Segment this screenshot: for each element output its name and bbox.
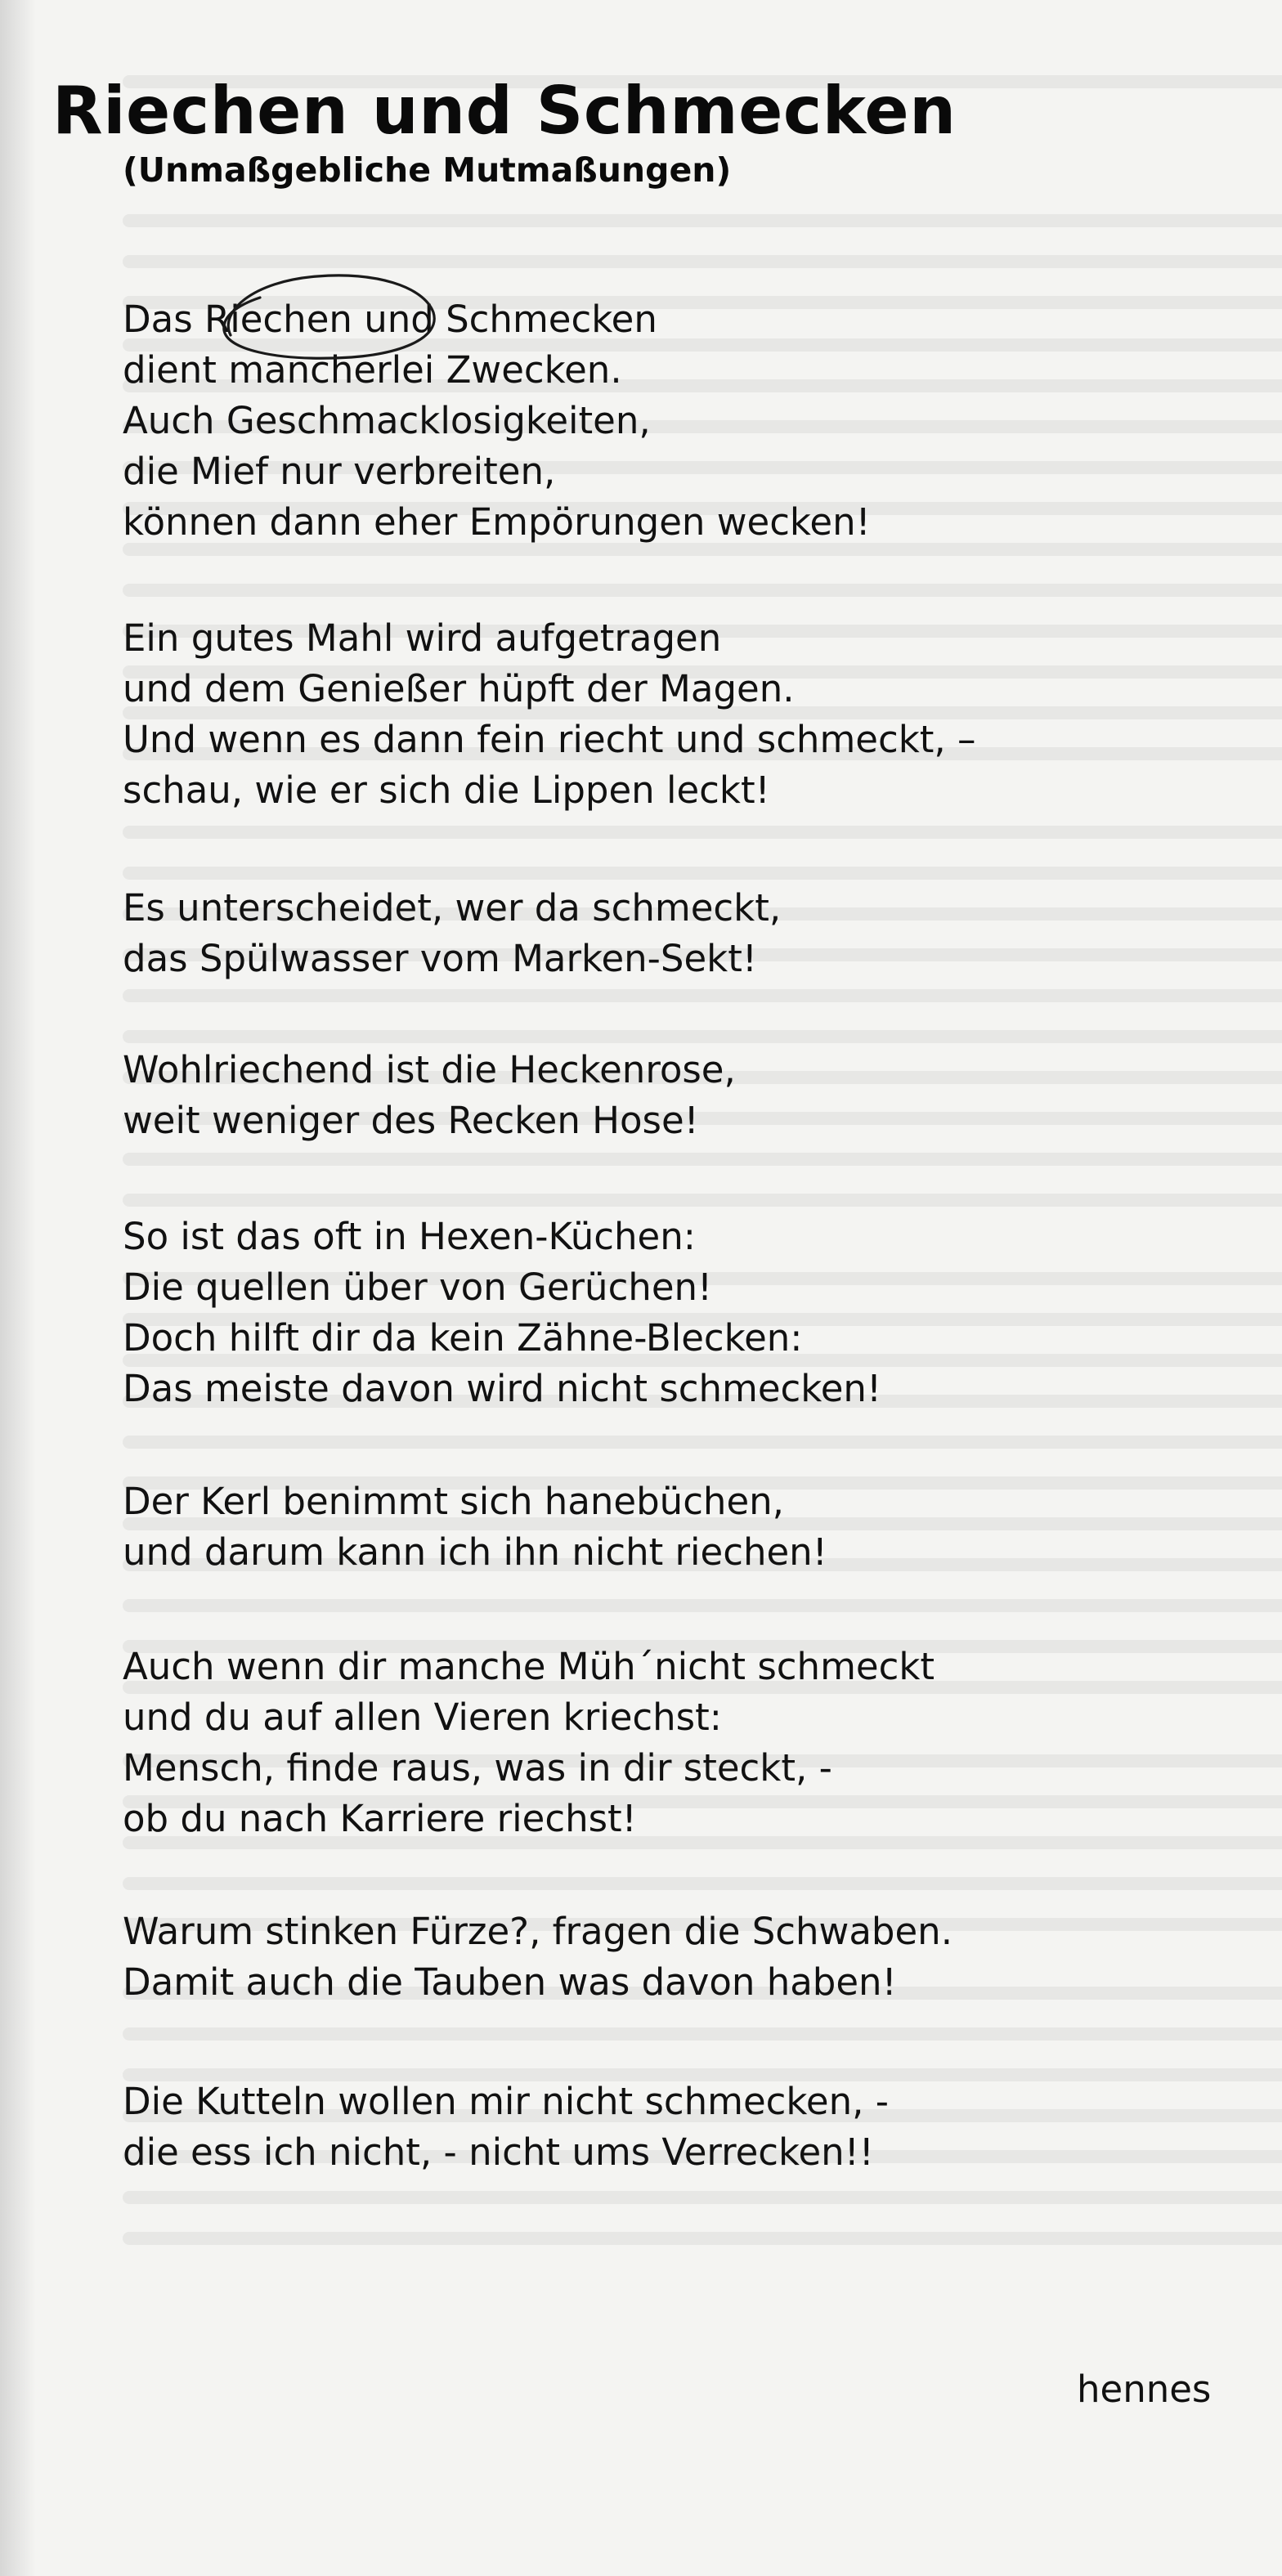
poem-line: ob du nach Karriere riechst! (123, 1797, 637, 1840)
poem-line: Die Kutteln wollen mir nicht schmecken, - (123, 2080, 889, 2123)
stanza-3 (123, 883, 1186, 984)
poem-line: Warum stinken Fürze?, fragen die Schwaben. (123, 1910, 953, 1953)
poem-line: Wohlriechend ist die Heckenrose, (123, 1048, 736, 1091)
poem-line: Und wenn es dann fein riecht und schmeckt, – (123, 718, 976, 761)
scan-edge-shadow (0, 0, 36, 2576)
poem-title: Riechen und Schmecken (52, 73, 957, 149)
stanza-8 (123, 1906, 1186, 2008)
poem-line: Ein gutes Mahl wird aufgetragen (123, 616, 722, 660)
poem-line: So ist das oft in Hexen-Küchen: (123, 1215, 696, 1258)
stanza-6 (123, 1476, 1186, 1578)
stanza-5 (123, 1212, 1186, 1414)
poem-line: Das Riechen und Schmecken (123, 298, 657, 341)
poem-line: die Mief nur verbreiten, (123, 450, 556, 493)
poem-line: Doch hilft dir da kein Zähne-Blecken: (123, 1316, 803, 1360)
poem-line: und darum kann ich ihn nicht riechen! (123, 1530, 827, 1574)
stanza-7 (123, 1642, 1186, 1844)
poem-line: Der Kerl benimmt sich hanebüchen, (123, 1480, 784, 1523)
poem-line: Es unterscheidet, wer da schmeckt, (123, 886, 782, 930)
poem-line: Auch wenn dir manche Müh´nicht schmeckt (123, 1645, 935, 1688)
poem-line: schau, wie er sich die Lippen leckt! (123, 768, 770, 812)
poem-line: Damit auch die Tauben was davon haben! (123, 1960, 897, 2004)
poem-line: und du auf allen Vieren kriechst: (123, 1696, 722, 1739)
poem-line: Auch Geschmacklosigkeiten, (123, 399, 651, 442)
poem-body (123, 294, 1186, 2178)
stanza-1 (123, 294, 1186, 548)
stanza-2 (123, 613, 1186, 816)
stanza-4 (123, 1045, 1186, 1146)
poem-line: weit weniger des Recken Hose! (123, 1099, 699, 1142)
stanza-9 (123, 2076, 1186, 2178)
poem-line: Das meiste davon wird nicht schmecken! (123, 1367, 881, 1410)
poem-line: die ess ich nicht, - nicht ums Verrecken!! (123, 2130, 874, 2174)
poem-line: können dann eher Empörungen wecken! (123, 500, 871, 544)
poem-line: und dem Genießer hüpft der Magen. (123, 667, 795, 710)
poem-line: Die quellen über von Gerüchen! (123, 1266, 713, 1309)
poem-line: Mensch, finde raus, was in dir steckt, - (123, 1746, 832, 1790)
poem-line: dient mancherlei Zwecken. (123, 348, 622, 392)
poem-line: das Spülwasser vom Marken-Sekt! (123, 937, 757, 980)
poem-subtitle: (Unmaßgebliche Mutmaßungen) (123, 150, 732, 190)
author-signature: hennes (1077, 2368, 1212, 2411)
